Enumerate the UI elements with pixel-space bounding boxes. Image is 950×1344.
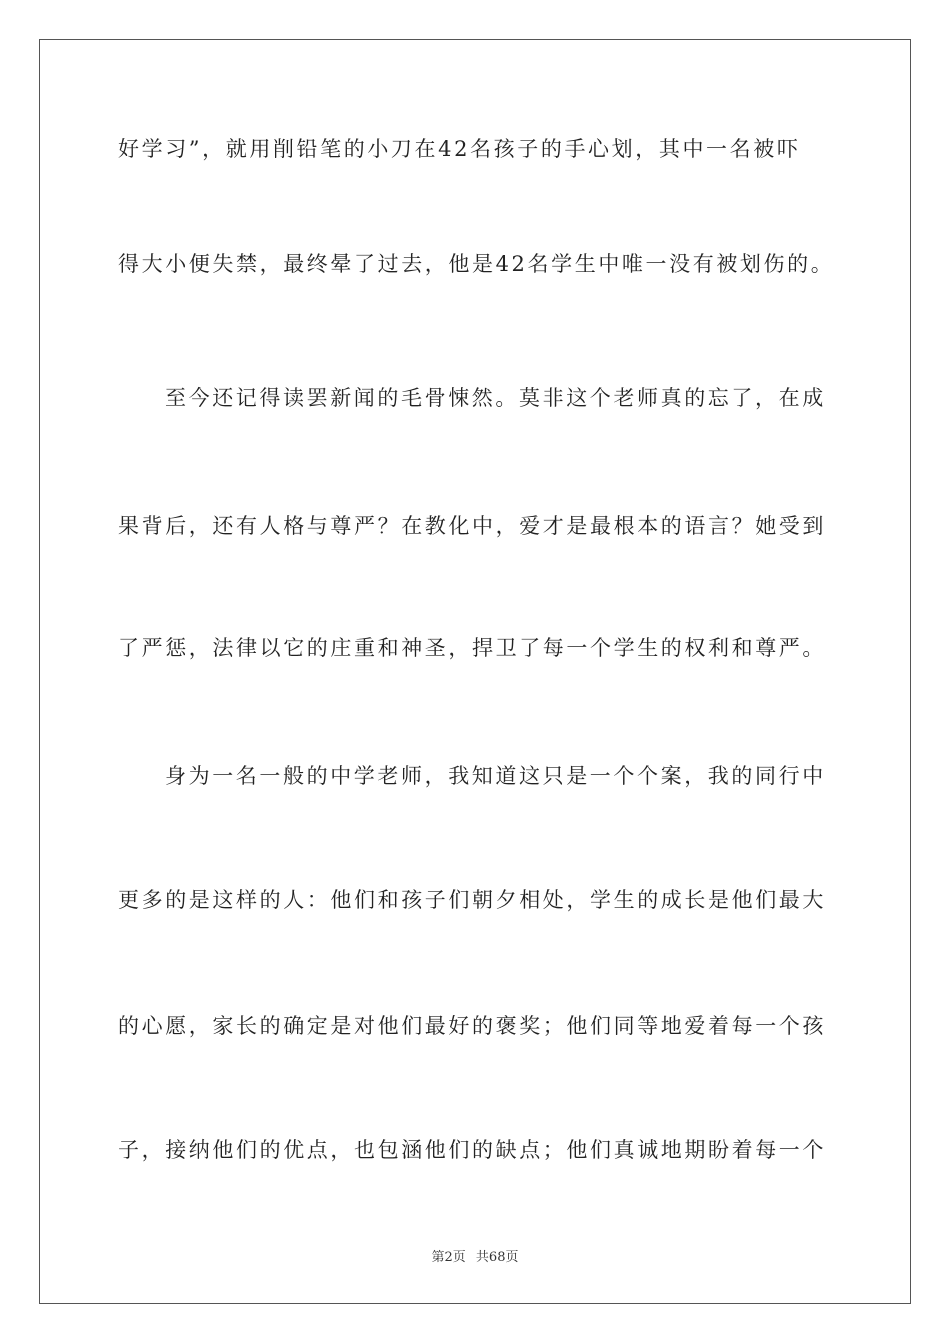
text-line-4: 果背后，还有人格与尊严？在教化中，爱才是最根本的语言？她受到 <box>118 514 826 538</box>
page-number-footer: 第2页 共68页 <box>431 1250 519 1265</box>
page-border <box>39 39 911 1304</box>
text-line-9: 子，接纳他们的优点，也包涵他们的缺点；他们真诚地期盼着每一个 <box>118 1138 826 1162</box>
text-line-3: 至今还记得读罢新闻的毛骨悚然。莫非这个老师真的忘了，在成 <box>165 386 826 410</box>
text-line-8: 的心愿，家长的确定是对他们最好的褒奖；他们同等地爱着每一个孩 <box>118 1014 826 1038</box>
text-line-5: 了严惩，法律以它的庄重和神圣，捍卫了每一个学生的权利和尊严。 <box>118 636 826 660</box>
text-line-1: 好学习”，就用削铅笔的小刀在42名孩子的手心划，其中一名被吓 <box>118 137 801 161</box>
text-line-6: 身为一名一般的中学老师，我知道这只是一个个案，我的同行中 <box>165 764 826 788</box>
text-line-2: 得大小便失禁，最终晕了过去，他是42名学生中唯一没有被划伤的。 <box>118 252 835 276</box>
text-line-7: 更多的是这样的人：他们和孩子们朝夕相处，学生的成长是他们最大 <box>118 888 826 912</box>
